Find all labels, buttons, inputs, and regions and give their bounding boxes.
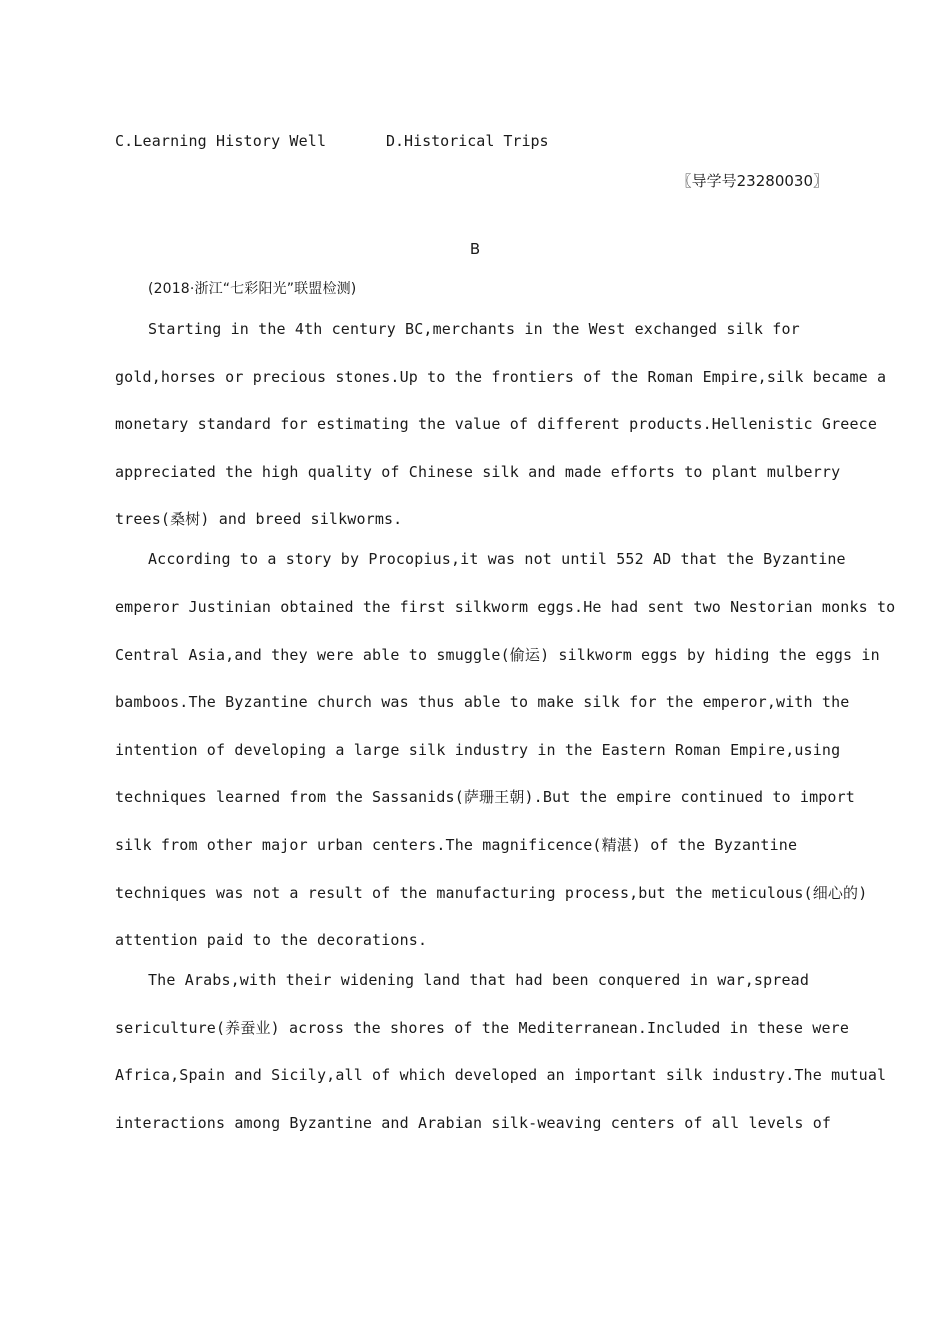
passage-line: intention of developing a large silk industry in the Eastern Roman Empire,using <box>115 741 841 759</box>
option-c: C.Learning History Well <box>115 132 327 150</box>
passage-line: According to a story by Procopius,it was not until 552 AD that the Byzantine <box>148 550 846 568</box>
passage-line: Central Asia,and they were able to smuggle(偷运) silkworm eggs by hiding the eggs in <box>115 646 880 664</box>
passage-line: bamboos.The Byzantine church was thus able to make silk for the emperor,with the <box>115 693 850 711</box>
option-d: D.Historical Trips <box>386 132 549 150</box>
passage-line: sericulture(养蚕业) across the shores of the Mediterranean.Included in these were <box>115 1019 850 1037</box>
passage-line: techniques was not a result of the manufacturing process,but the meticulous(细心的) <box>115 884 868 902</box>
passage-line: silk from other major urban centers.The magnificence(精湛) of the Byzantine <box>115 836 798 854</box>
passage-line: Africa,Spain and Sicily,all of which developed an important silk industry.The mutual <box>115 1066 887 1084</box>
passage-line: Starting in the 4th century BC,merchants in the West exchanged silk for <box>148 320 800 338</box>
section-heading: B <box>469 240 481 258</box>
passage-line: The Arabs,with their widening land that had been conquered in war,spread <box>148 971 810 989</box>
reference-number: 〖导学号23280030〗 <box>676 172 828 190</box>
passage-line: attention paid to the decorations. <box>115 931 428 949</box>
passage-source: (2018·浙江“七彩阳光”联盟检测) <box>148 281 357 297</box>
passage-line: appreciated the high quality of Chinese silk and made efforts to plant mulberry <box>115 463 841 481</box>
passage-line: monetary standard for estimating the value of different products.Hellenistic Greece <box>115 415 878 433</box>
passage-line: techniques learned from the Sassanids(萨珊王朝).But the empire continued to import <box>115 788 855 806</box>
passage-line: trees(桑树) and breed silkworms. <box>115 510 403 528</box>
passage-line: gold,horses or precious stones.Up to the frontiers of the Roman Empire,silk became a <box>115 368 887 386</box>
passage-line: emperor Justinian obtained the first silkworm eggs.He had sent two Nestorian monks to <box>115 598 896 616</box>
passage-line: interactions among Byzantine and Arabian silk-weaving centers of all levels of <box>115 1114 832 1132</box>
